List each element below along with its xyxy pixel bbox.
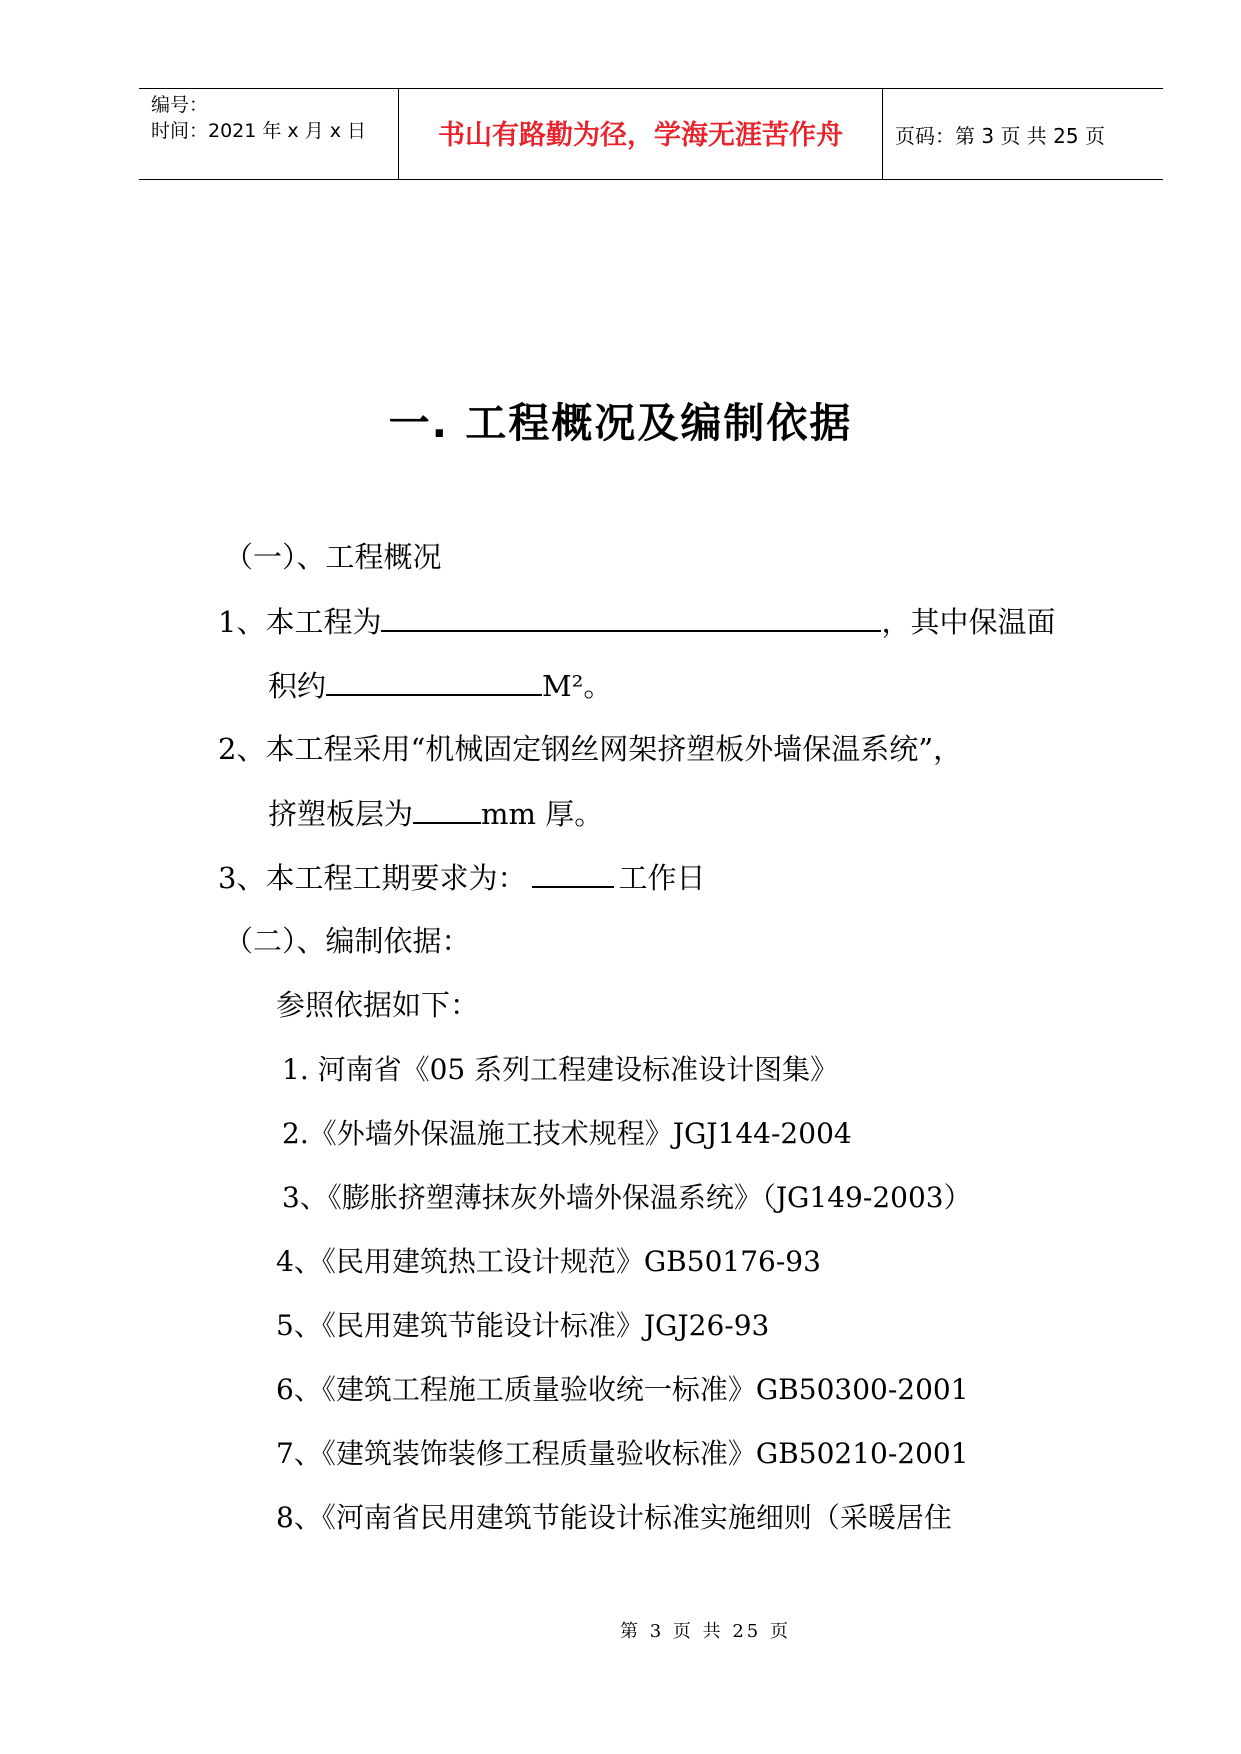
header-page-code: 页码：第 3 页 共 25 页 — [895, 124, 1105, 148]
page-footer: 第 3 页 共 25 页 — [620, 1621, 791, 1642]
thickness-blank — [413, 794, 481, 824]
basis-intro: 参照依据如下： — [276, 988, 480, 1022]
reference-item: 7、《建筑装饰装修工程质量验收标准》GB50210-2001 — [276, 1437, 969, 1470]
reference-item: 3、《膨胀挤塑薄抹灰外墙外保温系统》（JG149-2003） — [282, 1181, 972, 1214]
board-thickness-label: 挤塑板层为 — [268, 797, 414, 831]
project-name-blank — [381, 602, 881, 632]
reference-item: 6、《建筑工程施工质量验收统一标准》GB50300-2001 — [276, 1373, 969, 1406]
overview-item-1-suffix: ，其中保温面 — [881, 605, 1056, 639]
overview-item-2-cont — [268, 794, 603, 833]
section-heading-overview: （一）、工程概况 — [224, 540, 442, 574]
thickness-unit: mm 厚。 — [481, 797, 604, 831]
header-info-cell — [139, 89, 399, 179]
reference-item: 1. 河南省《05 系列工程建设标准设计图集》 — [282, 1053, 839, 1086]
document-number-label: 编号： — [151, 94, 209, 116]
reference-item: 5、《民用建筑节能设计标准》JGJ26-93 — [276, 1309, 770, 1342]
schedule-unit: 工作日 — [618, 861, 706, 895]
section-heading-basis: （二）、编制依据： — [224, 924, 471, 958]
document-time-label: 时间：2021 年 x 月 x 日 — [151, 120, 367, 142]
page-header — [139, 88, 1163, 180]
overview-item-1 — [218, 602, 1055, 641]
reference-item: 8、《河南省民用建筑节能设计标准实施细则（采暖居住 — [276, 1501, 952, 1534]
schedule-blank — [532, 858, 614, 888]
page-title: 一. 工程概况及编制依据 — [388, 399, 853, 447]
header-motto: 书山有路勤为径，学海无涯苦作舟 — [438, 120, 843, 151]
overview-item-2: 2、本工程采用“机械固定钢丝网架挤塑板外墙保温系统”， — [218, 732, 963, 766]
reference-item: 4、《民用建筑热工设计规范》GB50176-93 — [276, 1245, 821, 1278]
schedule-label: 3、本工程工期要求为： — [218, 861, 527, 895]
reference-item: 2.《外墙外保温施工技术规程》JGJ144-2004 — [282, 1117, 852, 1150]
header-page-cell — [883, 89, 1163, 179]
overview-item-1-cont — [268, 666, 612, 705]
overview-item-1-text: 1、本工程为 — [218, 605, 382, 639]
area-label: 积约 — [268, 669, 327, 703]
area-blank — [326, 666, 542, 696]
header-motto-cell — [399, 89, 883, 179]
area-unit: M²。 — [542, 669, 613, 703]
overview-item-3 — [218, 858, 705, 897]
